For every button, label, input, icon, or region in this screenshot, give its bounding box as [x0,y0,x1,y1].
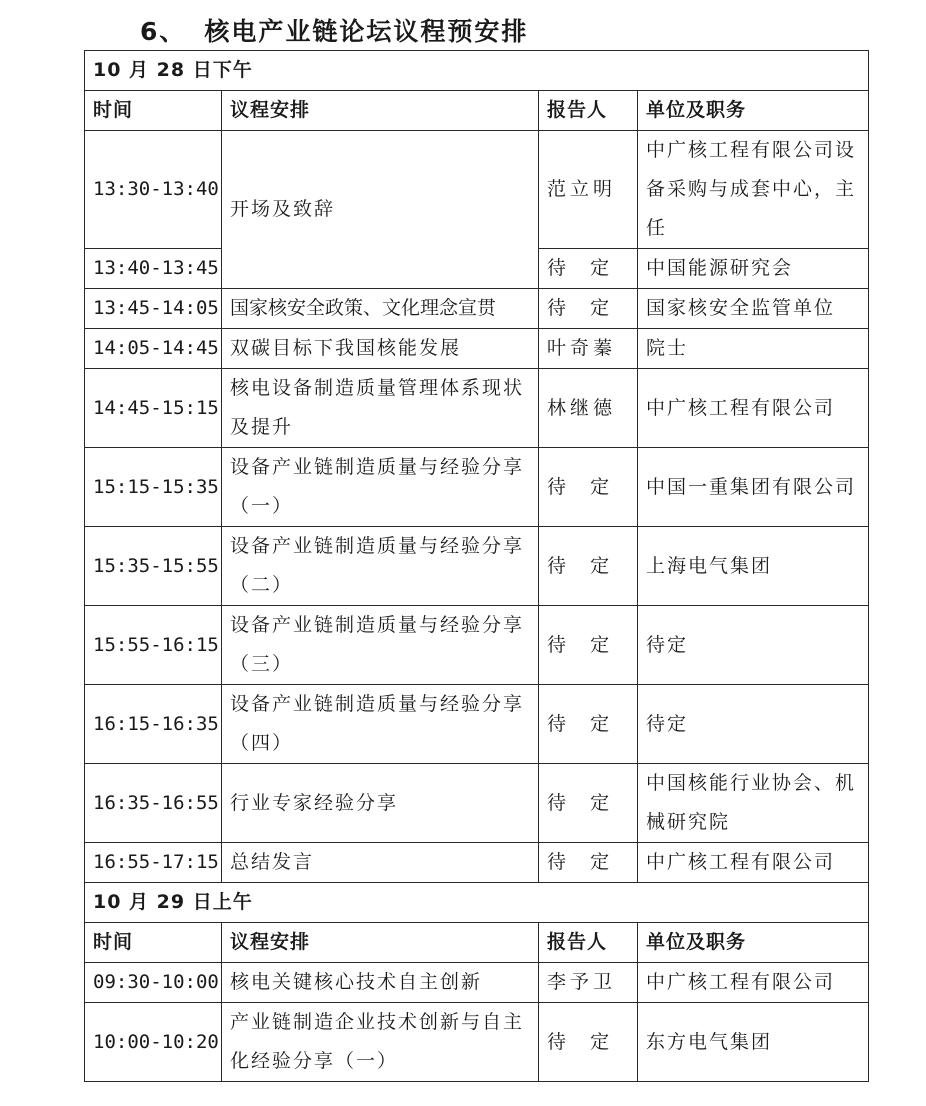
table-row [85,289,869,329]
column-header-time: 时间 [85,923,222,963]
speaker-cell: 待 定 [539,685,638,764]
agenda-table [84,50,869,1082]
time-cell: 13:30-13:40 [85,131,222,249]
table-row [85,448,869,527]
speaker-cell: 待 定 [539,764,638,843]
topic-cell: 设备产业链制造质量与经验分享（二） [222,527,539,606]
org-cell: 中国能源研究会 [638,249,869,289]
topic-cell: 设备产业链制造质量与经验分享（三） [222,606,539,685]
speaker-cell: 待 定 [539,289,638,329]
org-cell: 待定 [638,606,869,685]
column-header-speaker: 报告人 [539,91,638,131]
table-row [85,764,869,843]
time-cell: 16:15-16:35 [85,685,222,764]
topic-cell: 设备产业链制造质量与经验分享（一） [222,448,539,527]
speaker-cell: 待 定 [539,1003,638,1082]
column-header-row [85,91,869,131]
time-cell: 15:55-16:15 [85,606,222,685]
org-cell: 上海电气集团 [638,527,869,606]
speaker-cell: 待 定 [539,448,638,527]
time-cell: 15:35-15:55 [85,527,222,606]
section-title: 核电产业链论坛议程预安排 [204,17,529,46]
topic-cell: 开场及致辞 [222,131,539,289]
table-row [85,1003,869,1082]
table-row [85,685,869,764]
org-cell: 中广核工程有限公司 [638,843,869,883]
time-cell: 14:05-14:45 [85,329,222,369]
speaker-cell: 李予卫 [539,963,638,1003]
table-row [85,329,869,369]
time-cell: 16:35-16:55 [85,764,222,843]
org-cell: 院士 [638,329,869,369]
day-header: 10 月 29 日上午 [85,883,869,923]
speaker-cell: 范立明 [539,131,638,249]
topic-cell: 国家核安全政策、文化理念宣贯 [222,289,539,329]
topic-cell: 核电设备制造质量管理体系现状及提升 [222,369,539,448]
document-title [140,12,528,52]
table-row [85,606,869,685]
speaker-cell: 待 定 [539,843,638,883]
topic-cell: 设备产业链制造质量与经验分享（四） [222,685,539,764]
speaker-cell: 待 定 [539,527,638,606]
org-cell: 中国核能行业协会、机械研究院 [638,764,869,843]
column-header-topic: 议程安排 [222,923,539,963]
org-cell: 国家核安全监管单位 [638,289,869,329]
speaker-cell: 待 定 [539,249,638,289]
section-number: 6、 [140,17,187,46]
org-cell: 中广核工程有限公司 [638,369,869,448]
time-cell: 14:45-15:15 [85,369,222,448]
time-cell: 10:00-10:20 [85,1003,222,1082]
table-row [85,843,869,883]
time-cell: 16:55-17:15 [85,843,222,883]
table-row [85,131,869,249]
topic-cell: 核电关键核心技术自主创新 [222,963,539,1003]
column-header-row [85,923,869,963]
topic-cell: 产业链制造企业技术创新与自主化经验分享（一） [222,1003,539,1082]
org-cell: 中广核工程有限公司设备采购与成套中心，主任 [638,131,869,249]
topic-cell: 双碳目标下我国核能发展 [222,329,539,369]
day-header: 10 月 28 日下午 [85,51,869,91]
time-cell: 13:45-14:05 [85,289,222,329]
column-header-org: 单位及职务 [638,91,869,131]
column-header-speaker: 报告人 [539,923,638,963]
column-header-time: 时间 [85,91,222,131]
topic-cell: 行业专家经验分享 [222,764,539,843]
speaker-cell: 林继德 [539,369,638,448]
column-header-org: 单位及职务 [638,923,869,963]
time-cell: 15:15-15:35 [85,448,222,527]
org-cell: 待定 [638,685,869,764]
time-cell: 09:30-10:00 [85,963,222,1003]
column-header-topic: 议程安排 [222,91,539,131]
speaker-cell: 待 定 [539,606,638,685]
table-row [85,527,869,606]
time-cell: 13:40-13:45 [85,249,222,289]
day-header-row [85,51,869,91]
org-cell: 中广核工程有限公司 [638,963,869,1003]
table-row [85,369,869,448]
topic-cell: 总结发言 [222,843,539,883]
day-header-row [85,883,869,923]
org-cell: 东方电气集团 [638,1003,869,1082]
speaker-cell: 叶奇蓁 [539,329,638,369]
table-row [85,963,869,1003]
org-cell: 中国一重集团有限公司 [638,448,869,527]
